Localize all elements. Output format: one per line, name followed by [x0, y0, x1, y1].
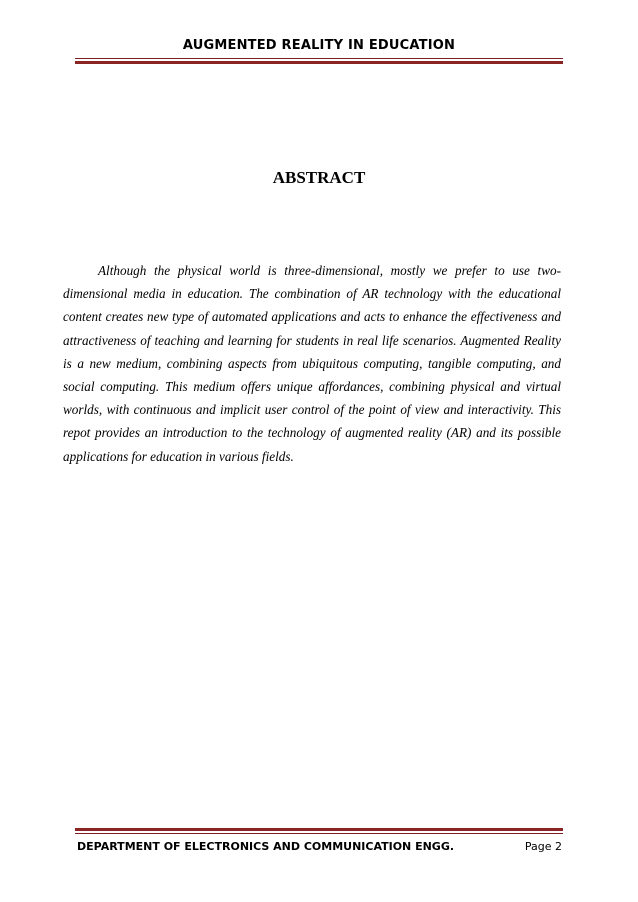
abstract-paragraph: Although the physical world is three-dimensional, mostly we prefer to use two-dimensional media in education. The combination of AR technology with the educational content creates new type of automated applications and acts to enhance the effectiveness and attractiveness of teaching and learning for students in real life scenarios. Augmented Reality is a new medium, combining aspects from ubiquitous computing, tangible computing, and social computing. This medium offers unique affordances, combining physical and virtual worlds, with continuous and implicit user control of the point of view and interactivity. This repot provides an introduction to the technology of augmented reality (AR) and its possible applications for education in various fields.	[63, 263, 561, 464]
page-header-title: AUGMENTED REALITY IN EDUCATION	[182, 38, 456, 53]
abstract-heading: ABSTRACT	[272, 168, 366, 187]
footer-page-number: Page 2	[524, 840, 562, 853]
footer-department: DEPARTMENT OF ELECTRONICS AND COMMUNICATION ENGG.	[77, 840, 455, 853]
header-divider	[75, 58, 563, 64]
footer-divider	[75, 828, 563, 834]
